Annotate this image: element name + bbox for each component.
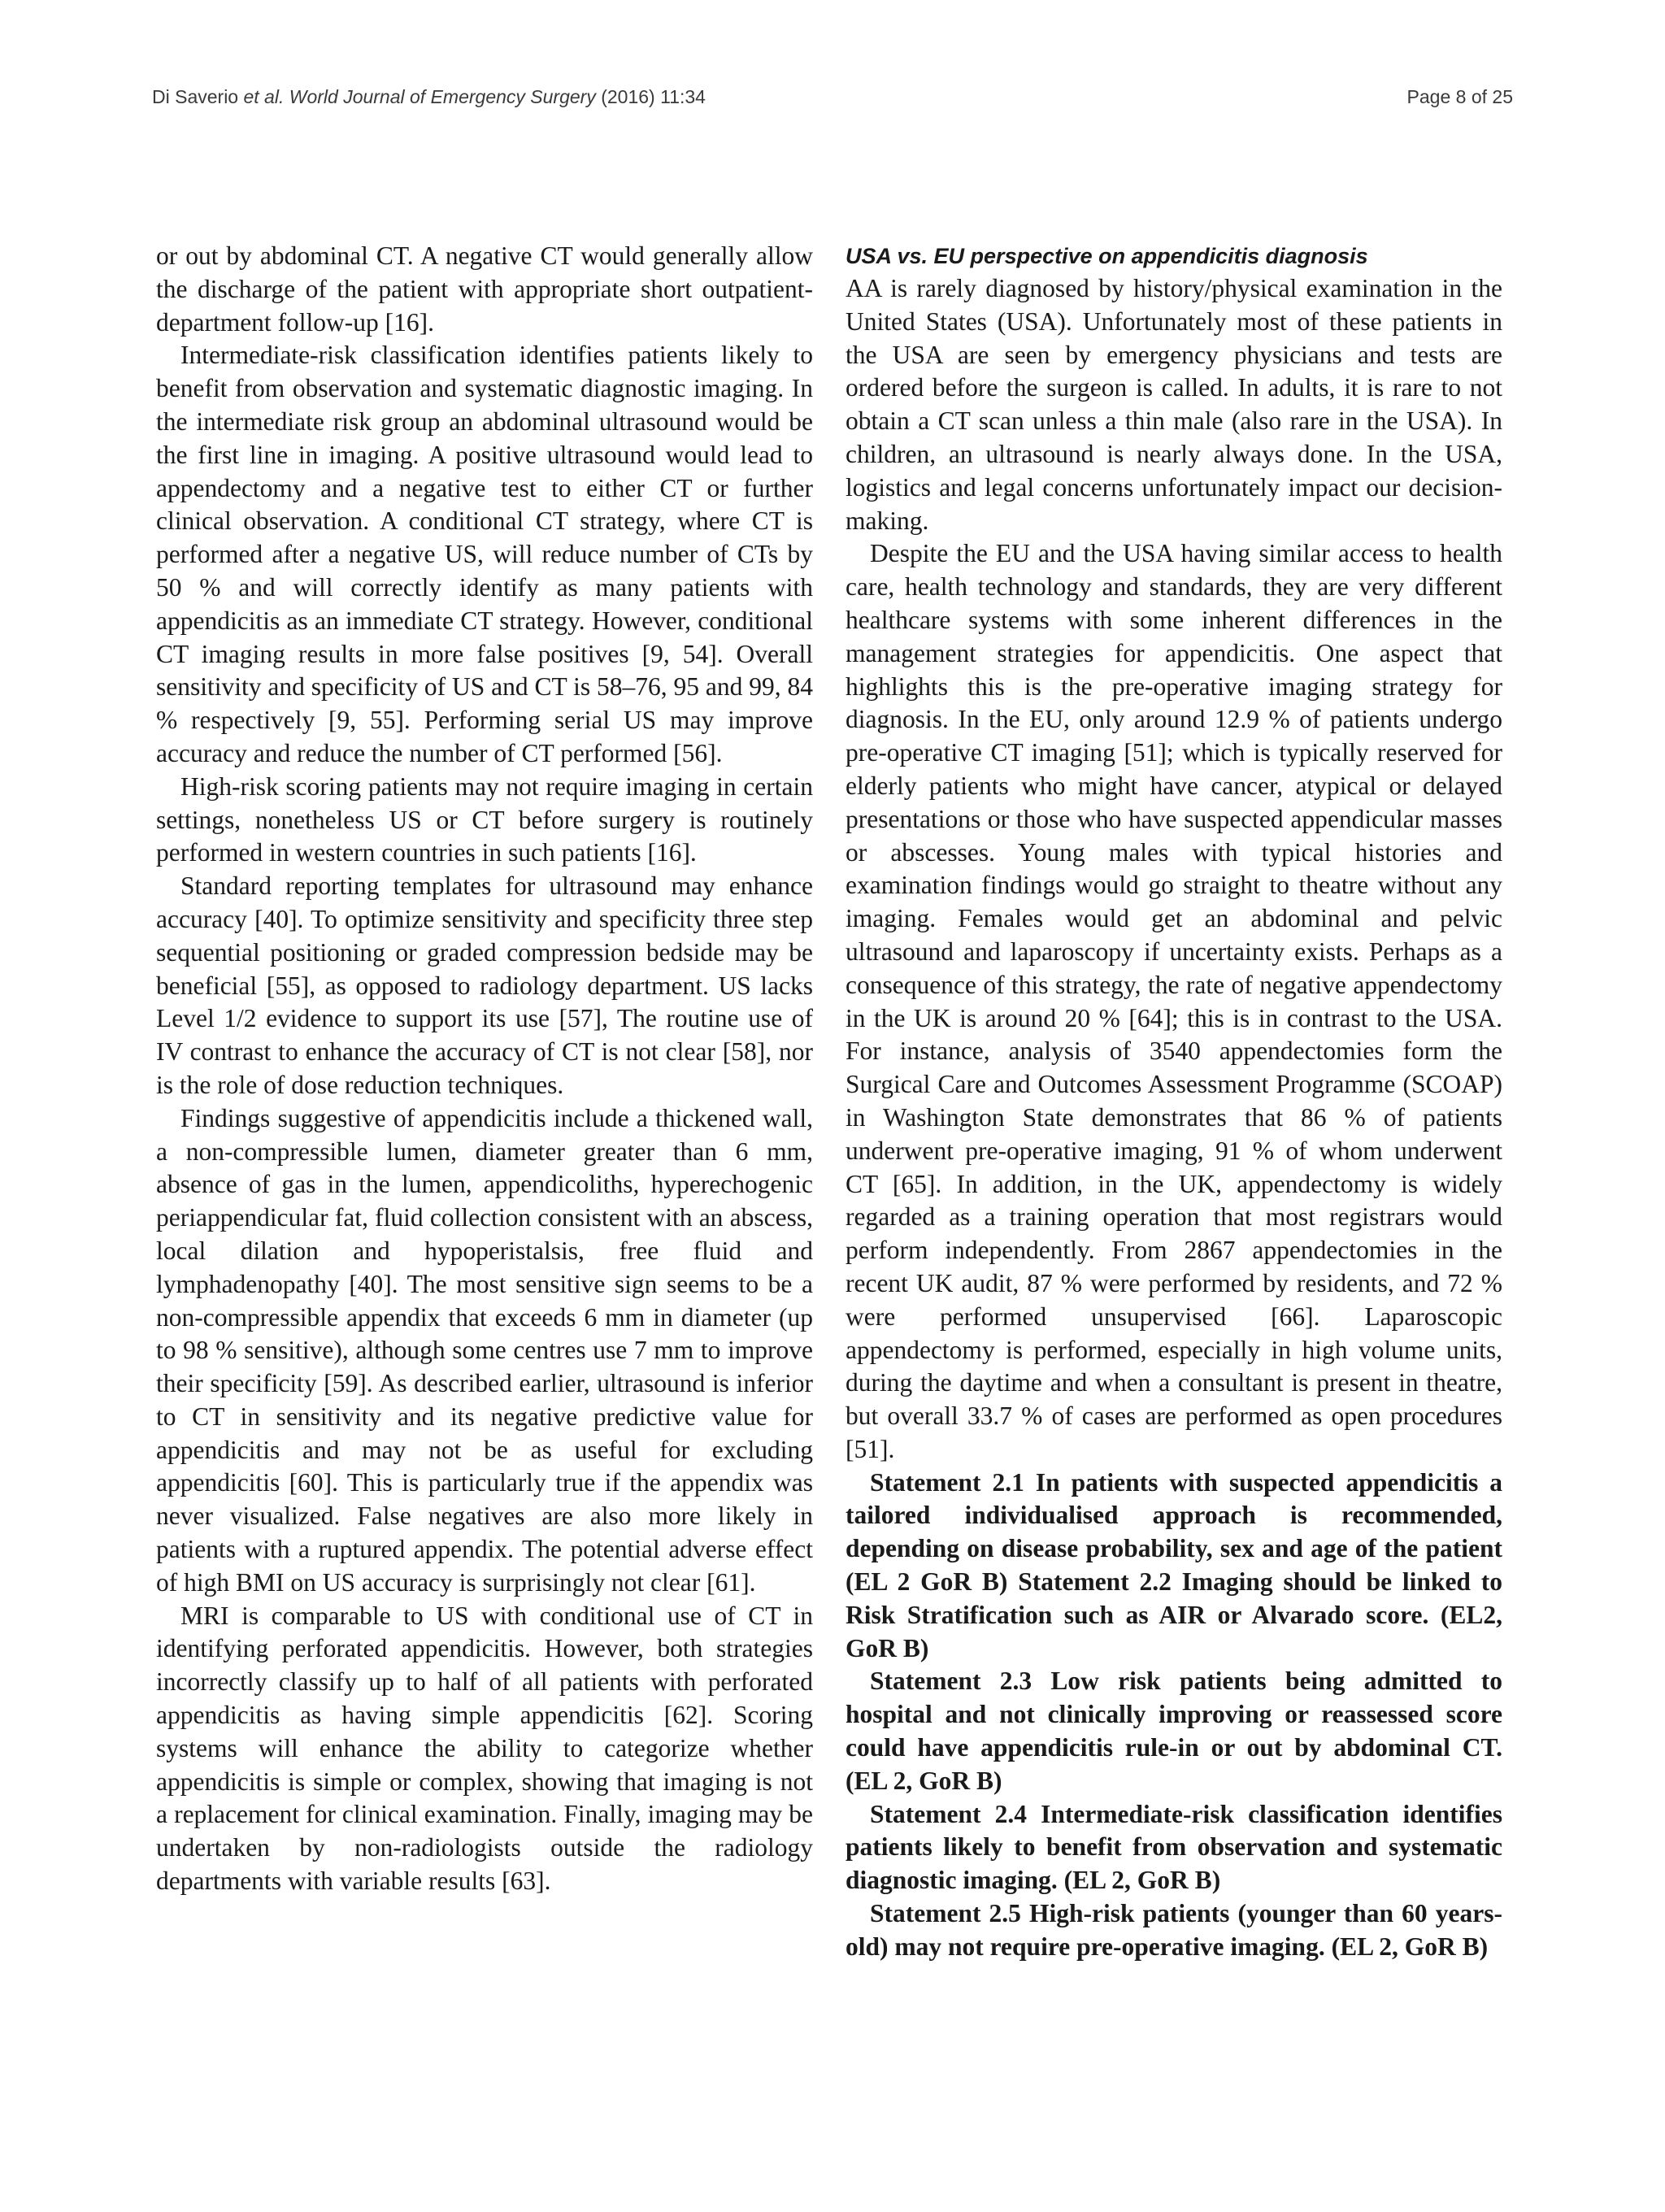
- article-citation: [152, 86, 706, 108]
- body-paragraph: or out by abdominal CT. A negative CT would generally allow the discharge of the patient with appropriate short outpatient-department follow-up [16].: [156, 241, 813, 337]
- section-subheading: USA vs. EU perspective on appendicitis diagnosis: [846, 244, 1368, 268]
- right-column: [846, 240, 1502, 1964]
- body-paragraph: High-risk scoring patients may not require imaging in certain settings, nonetheless US or CT before surgery is routinely performed in western countries in such patients [16].: [156, 771, 813, 867]
- citation-journal: et al. World Journal of Emergency Surgery: [243, 86, 596, 107]
- left-column: [156, 240, 813, 1898]
- body-paragraph: MRI is comparable to US with conditional use of CT in identifying perforated appendicitis. However, both strategies incorrectly classify up to half of all patients with perforated appendicitis as having simple appendicitis [62]. Scoring systems will enhance the ability to categorize whether appendicitis is simple or complex, showing that imaging is not a replacement for clinical examination. Finally, imaging may be undertaken by non-radiologists outside the radiology departments with variable results [63].: [156, 1601, 813, 1896]
- citation-authors: Di Saverio: [152, 86, 244, 107]
- statement-block: Statement 2.3 Low risk patients being admitted to hospital and not clinically improving or reassessed score could have appendicitis rule-in or out by abdominal CT. (EL 2, GoR B): [846, 1667, 1502, 1795]
- statement-block: Statement 2.4 Intermediate-risk classification identifies patients likely to benefit from observation and systematic diagnostic imaging. (EL 2, GoR B): [846, 1799, 1502, 1895]
- body-paragraph: Findings suggestive of appendicitis include a thickened wall, a non-compressible lumen, diameter greater than 6 mm, absence of gas in the lumen, appendicoliths, hyperechogenic periappendicular fat, fluid collection consistent with an abscess, local dilation and hypoperistalsis, free fluid and lymphadenopathy [40]. The most sensitive sign seems to be a non-compressible appendix that exceeds 6 mm in diameter (up to 98 % sensitive), although some centres use 7 mm to improve their specificity [59]. As described earlier, ultrasound is inferior to CT in sensitivity and its negative predictive value for appendicitis and may not be as useful for excluding appendicitis [60]. This is particularly true if the appendix was never visualized. False negatives are also more likely in patients with a ruptured appendix. The potential adverse effect of high BMI on US accuracy is surprisingly not clear [61].: [156, 1103, 813, 1597]
- citation-volume: (2016) 11:34: [595, 86, 706, 107]
- page-number: Page 8 of 25: [1406, 86, 1513, 107]
- page-header: [152, 86, 1513, 122]
- statement-block: Statement 2.1 In patients with suspected appendicitis a tailored individualised approach is recommended, depending on disease probability, sex and age of the patient (EL 2 GoR B) Statement 2.2 Imaging should be linked to Risk Stratification such as AIR or Alvarado score. (EL2, GoR B): [846, 1467, 1502, 1662]
- body-paragraph: Despite the EU and the USA having similar access to health care, health technology and standards, they are very different healthcare systems with some inherent differences in the management strategies for appendicitis. One aspect that highlights this is the pre-operative imaging strategy for diagnosis. In the EU, only around 12.9 % of patients undergo pre-operative CT imaging [51]; which is typically reserved for elderly patients who might have cancer, atypical or delayed presentations or those who have suspected appendicular masses or abscesses. Young males with typical histories and examination findings would go straight to theatre without any imaging. Females would get an abdominal and pelvic ultrasound and laparoscopy if uncertainty exists. Perhaps as a consequence of this strategy, the rate of negative appendectomy in the UK is around 20 % [64]; this is in contrast to the USA. For instance, analysis of 3540 appendectomies form the Surgical Care and Outcomes Assessment Programme (SCOAP) in Washington State demonstrates that 86 % of patients underwent pre-operative imaging, 91 % of whom underwent CT [65]. In addition, in the UK, appendectomy is widely regarded as a training operation that most registrars would perform independently. From 2867 appendectomies in the recent UK audit, 87 % were performed by residents, and 72 % were performed unsupervised [66]. Laparoscopic appendectomy is performed, especially in high volume units, during the daytime and when a consultant is present in theatre, but overall 33.7 % of cases are performed as open procedures [51].: [846, 539, 1502, 1463]
- body-paragraph: AA is rarely diagnosed by history/physical examination in the United States (USA). Unfortunately most of these patients in the USA are seen by emergency physicians and tests are ordered before the surgeon is called. In adults, it is rare to not obtain a CT scan unless a thin male (also rare in the USA). In children, an ultrasound is nearly always done. In the USA, logistics and legal concerns unfortunately impact our decision-making.: [846, 274, 1502, 535]
- body-paragraph: Intermediate-risk classification identifies patients likely to benefit from observation and systematic diagnostic imaging. In the intermediate risk group an abdominal ultrasound would be the first line in imaging. A positive ultrasound would lead to appendectomy and a negative test to either CT or further clinical observation. A conditional CT strategy, where CT is performed after a negative US, will reduce number of CTs by 50 % and will correctly identify as many patients with appendicitis as an immediate CT strategy. However, conditional CT imaging results in more false positives [9, 54]. Overall sensitivity and specificity of US and CT is 58–76, 95 and 99, 84 % respectively [9, 55]. Performing serial US may improve accuracy and reduce the number of CT performed [56].: [156, 341, 813, 767]
- body-paragraph: Standard reporting templates for ultrasound may enhance accuracy [40]. To optimize sensitivity and specificity three step sequential positioning or graded compression bedside may be beneficial [55], as opposed to radiology department. US lacks Level 1/2 evidence to support its use [57], The routine use of IV contrast to enhance the accuracy of CT is not clear [58], nor is the role of dose reduction techniques.: [156, 871, 813, 1099]
- statement-block: Statement 2.5 High-risk patients (younger than 60 years-old) may not require pre-operative imaging. (EL 2, GoR B): [846, 1899, 1502, 1961]
